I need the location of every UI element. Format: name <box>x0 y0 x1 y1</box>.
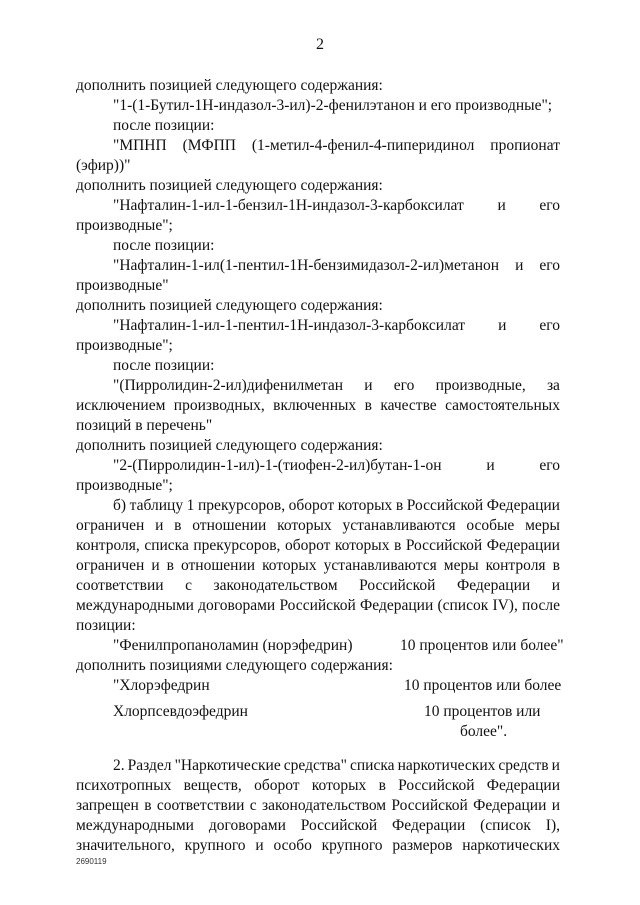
text-line: дополнить позицией следующего содержания: <box>76 77 383 94</box>
justified-line <box>113 496 560 516</box>
word: самостоятельных <box>445 397 560 414</box>
word: соответствии <box>156 797 245 814</box>
word: которых <box>311 777 367 794</box>
word: его <box>539 257 560 274</box>
word: (список <box>480 817 531 834</box>
word: запрещен <box>76 797 139 814</box>
text-line: дополнить позициями следующего содержания: <box>76 657 393 674</box>
word: веществ, <box>183 777 242 794</box>
word: после <box>522 597 560 614</box>
word: оборот <box>288 497 335 514</box>
word: Российской <box>359 577 436 594</box>
justified-line <box>76 596 560 616</box>
justified-line <box>76 776 560 796</box>
word: которых <box>262 557 317 574</box>
word: прекурсоров, <box>193 537 281 554</box>
word: и <box>515 257 524 274</box>
word: (список <box>437 597 489 614</box>
word: контроля <box>485 557 546 574</box>
word: "МПНП <box>113 137 167 154</box>
word: значительного, <box>76 837 175 854</box>
text-line: производные"; <box>76 477 173 494</box>
justified-line <box>76 576 560 596</box>
justified-line <box>76 796 560 816</box>
word: Федерации <box>473 797 547 814</box>
justified-line <box>113 136 560 156</box>
word: и <box>551 797 560 814</box>
word: законодательством <box>262 797 387 814</box>
word: оборот <box>284 537 331 554</box>
word: которых <box>337 497 393 514</box>
word: средства" <box>283 757 347 774</box>
text-line: дополнить позицией следующего содержания: <box>76 297 383 314</box>
text-line: дополнить позицией следующего содержания: <box>76 177 383 194</box>
word: международными <box>76 597 194 614</box>
word: ограничен <box>76 557 145 574</box>
word: и <box>255 837 264 854</box>
word: Российской <box>300 817 378 834</box>
word: в <box>393 537 402 554</box>
word: "Нафталин-1-ил(1-пентил-1Н-бензимидазол-2-ил)метанон <box>113 257 500 274</box>
word: в <box>166 557 174 574</box>
word: особые <box>466 517 515 534</box>
word: Российской <box>406 497 484 514</box>
precursor-name: "Хлорэфедрин <box>113 677 210 694</box>
word: и <box>498 317 507 334</box>
word: средств <box>498 757 549 774</box>
document-code: 2690119 <box>76 857 107 866</box>
text-line: после позиции: <box>113 117 215 134</box>
word: производные, <box>435 377 526 394</box>
word: и <box>151 557 160 574</box>
justified-line <box>113 196 560 216</box>
justified-line <box>76 816 560 836</box>
text-line: позиций в перечень" <box>76 417 213 434</box>
word: за <box>546 377 560 394</box>
word: IV), <box>492 597 518 614</box>
word: отношении <box>192 517 267 534</box>
word: крупного <box>184 837 246 854</box>
word: Российской <box>398 777 475 794</box>
word: 2. <box>113 757 125 774</box>
word: и <box>497 197 506 214</box>
word: международными <box>76 817 194 834</box>
word: устанавливаются <box>323 557 437 574</box>
justified-line <box>113 456 560 476</box>
word: его <box>539 457 560 474</box>
word: размеров <box>392 837 453 854</box>
word: Раздел <box>127 757 172 774</box>
page-number: 2 <box>316 36 324 53</box>
word: психотропных <box>76 777 172 794</box>
word: исключением <box>76 397 166 414</box>
word: оборот <box>254 777 300 794</box>
word: в <box>144 797 152 814</box>
justified-line <box>76 536 560 556</box>
word: (1-метил-4-фенил-4-пиперидинол <box>251 137 475 154</box>
word: Федерации <box>360 597 434 614</box>
word: "Нафталин-1-ил-1-пентил-1Н-индазол-3-карбоксилат <box>113 317 466 334</box>
justified-line <box>76 836 560 856</box>
word: крупного <box>321 837 383 854</box>
word: устанавливаются <box>342 517 456 534</box>
word: договорами <box>208 817 286 834</box>
word: (МФПП <box>182 137 236 154</box>
word: контроля, <box>76 537 140 554</box>
text-line: производные"; <box>76 337 173 354</box>
word: производных, <box>173 397 265 414</box>
word: договорами <box>198 597 276 614</box>
word: его <box>539 197 560 214</box>
word: меры <box>525 517 560 534</box>
word: Федерации <box>486 497 560 514</box>
word: Федерации <box>486 777 560 794</box>
justified-line <box>76 556 560 576</box>
word: особо <box>273 837 312 854</box>
word: "Наркотические <box>174 757 281 774</box>
text-line: (эфир))" <box>76 157 131 174</box>
word: в <box>364 397 372 414</box>
word: законодательством <box>213 577 338 594</box>
word: в <box>378 777 386 794</box>
text-line: позиции: <box>76 617 136 634</box>
word: "Нафталин-1-ил-1-бензил-1Н-индазол-3-карбоксилат <box>113 197 464 214</box>
word: Российской <box>391 797 468 814</box>
word: которых <box>277 517 332 534</box>
word: включенных <box>273 397 357 414</box>
word: его <box>539 317 560 334</box>
precursor-value: 10 процентов или более" <box>400 637 564 654</box>
word: 1 <box>186 497 195 514</box>
word: его <box>393 377 415 394</box>
word: Федерации <box>456 577 531 594</box>
precursor-name: Хлорпсевдоэфедрин <box>113 703 248 720</box>
word: пропионат <box>490 137 560 154</box>
word: списка <box>349 757 395 774</box>
word: Федерации <box>486 537 560 554</box>
text-line: после позиции: <box>113 357 215 374</box>
precursor-value: 10 процентов или <box>424 703 541 720</box>
justified-line <box>113 316 560 336</box>
justified-line <box>113 376 560 396</box>
word: "(Пирролидин-2-ил)дифенилметан <box>113 377 344 394</box>
text-line: производные" <box>76 277 169 294</box>
word: в <box>174 517 182 534</box>
word: наркотических <box>397 757 496 774</box>
word: таблицу <box>129 497 184 514</box>
text-line: после позиции: <box>113 237 215 254</box>
word: в <box>552 557 560 574</box>
word: и <box>364 377 373 394</box>
justified-line <box>76 516 560 536</box>
word: и <box>551 757 560 774</box>
word: списка <box>144 537 189 554</box>
word: ограничен <box>76 517 145 534</box>
text-line: "1-(1-Бутил-1Н-индазол-3-ил)-2-фенилэтанон и его производные"; <box>113 97 553 114</box>
text-line: дополнить позицией следующего содержания: <box>76 437 383 454</box>
word: наркотических <box>462 837 560 854</box>
justified-line <box>113 256 560 276</box>
word: I), <box>545 817 560 834</box>
precursor-name: "Фенилпропаноламин (норэфедрин) <box>113 637 353 654</box>
word: отношении <box>180 557 256 574</box>
word: в <box>395 497 404 514</box>
word: и <box>486 457 495 474</box>
word: б) <box>113 497 127 514</box>
word: с <box>249 797 257 814</box>
precursor-value: более". <box>460 723 508 740</box>
word: Федерации <box>392 817 466 834</box>
word: с <box>185 577 192 594</box>
word: и <box>155 517 164 534</box>
word: Российской <box>279 597 356 614</box>
precursor-value: 10 процентов или более <box>404 677 562 694</box>
word: качестве <box>380 397 437 414</box>
word: соответствии <box>76 577 164 594</box>
word: которых <box>334 537 390 554</box>
text-line: производные"; <box>76 217 173 234</box>
justified-line <box>113 756 560 776</box>
word: Российской <box>405 537 483 554</box>
justified-line <box>76 396 560 416</box>
word: и <box>551 577 560 594</box>
word: "2-(Пирролидин-1-ил)-1-(тиофен-2-ил)бутан-1-он <box>113 457 442 474</box>
word: меры <box>443 557 479 574</box>
word: прекурсоров, <box>198 497 286 514</box>
